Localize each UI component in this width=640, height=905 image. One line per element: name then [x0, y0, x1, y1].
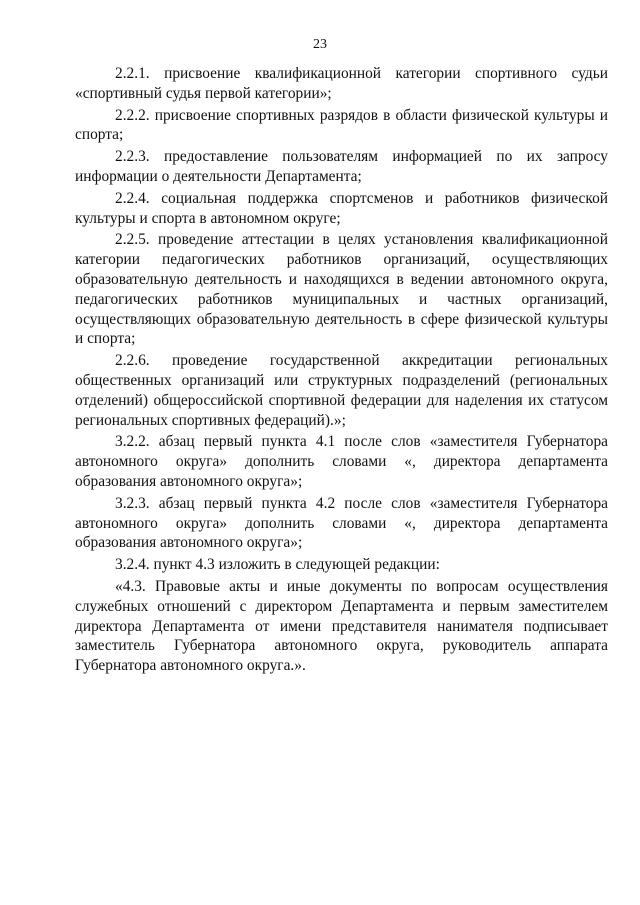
paragraph-2-2-1: 2.2.1. присвоение квалификационной категории спортивного судьи «спортивный судья первой категории»; [75, 65, 608, 102]
paragraph-2-2-3: 2.2.3. предоставление пользователям информацией по их запросу информации о деятельности Департамента; [75, 148, 608, 185]
paragraph-2-2-6: 2.2.6. проведение государственной аккредитации региональных общественных организаций или структурных подразделений (региональных отделений) общероссийской спортивной федерации для наделения их статусом региональных спортивных федераций).»; [75, 352, 608, 429]
paragraph-4-3-quote: «4.3. Правовые акты и иные документы по вопросам осуществления служебных отношений с директором Департамента и первым заместителем директора Департамента от имени представителя нанимателя подписывает заместитель Губернатора автономного округа, руководитель аппарата Губернатора автономного округа.». [75, 577, 608, 675]
paragraph-2-2-4: 2.2.4. социальная поддержка спортсменов и работников физической культуры и спорта в автономном округе; [75, 189, 608, 227]
paragraph-3-2-4: 3.2.4. пункт 4.3 изложить в следующей редакции: [115, 556, 440, 574]
paragraph-2-2-5: 2.2.5. проведение аттестации в целях установления квалификационной категории педагогических работников организаций, осуществляющих образовательную деятельность и находящихся в ведении автономного округа, педагогических работников муниципальных и частных организаций, осуществляющих образовательную деятельность в сфере физической культуры и спорта; [75, 231, 608, 348]
page-number: 23 [313, 37, 327, 52]
document-body [75, 64, 608, 678]
paragraph-3-2-2: 3.2.2. абзац первый пункта 4.1 после слов «заместителя Губернатора автономного округа» дополнить словами «, директора департамента образования автономного округа»; [75, 433, 608, 490]
paragraph-3-2-3: 3.2.3. абзац первый пункта 4.2 после слов «заместителя Губернатора автономного округа» дополнить словами «, директора департамента образования автономного округа»; [75, 494, 608, 552]
paragraph-2-2-2: 2.2.2. присвоение спортивных разрядов в области физической культуры и спорта; [75, 106, 608, 144]
